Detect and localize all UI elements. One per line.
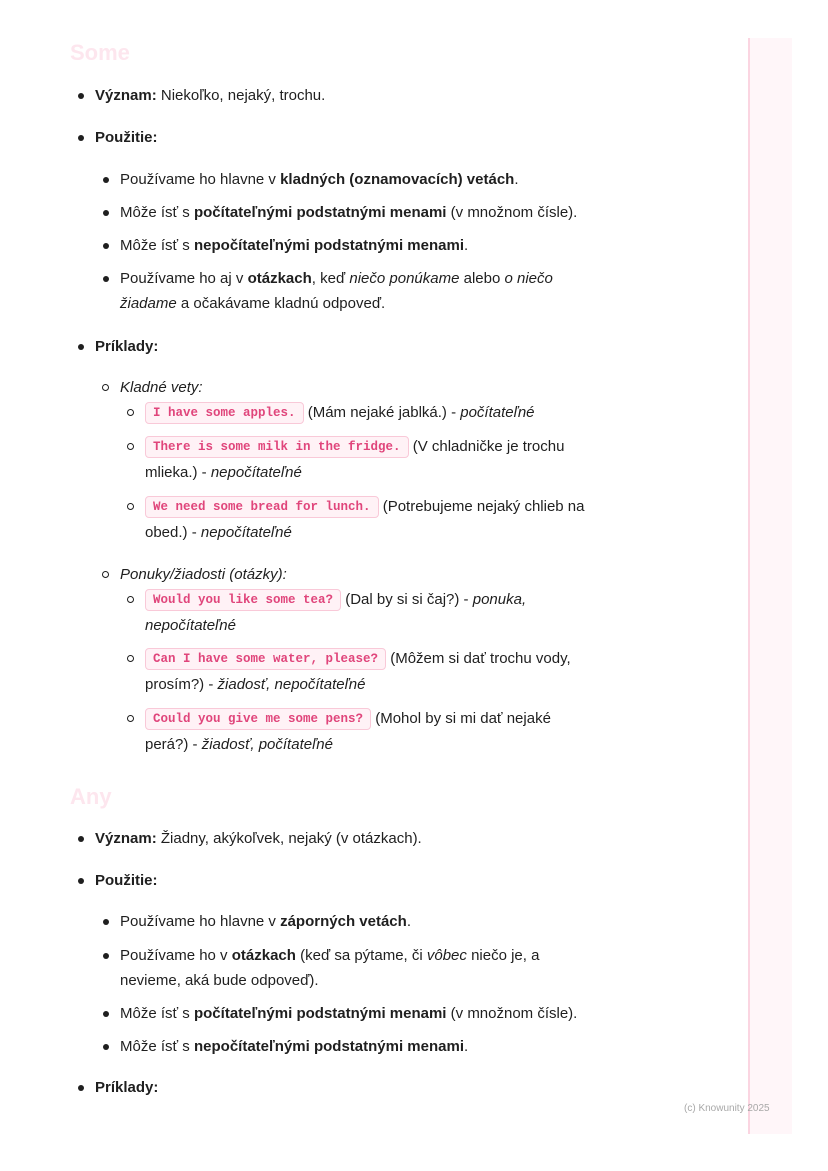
bullet [103, 1011, 109, 1017]
some-usage-4-cont: žiadame a očakávame kladnú odpoveď. [120, 295, 386, 312]
ring-bullet [127, 596, 134, 603]
code-snippet: Can I have some water, please? [145, 648, 386, 670]
ring-bullet [127, 409, 134, 416]
section-heading-any: Any [70, 784, 112, 809]
code-snippet: Would you like some tea? [145, 589, 341, 611]
some-usage-3: Môže ísť s nepočítateľnými podstatnými menami. [120, 237, 469, 254]
any-usage-label: Použitie: [95, 872, 158, 889]
ring-bullet [127, 655, 134, 662]
some-examples-label: Príklady: [95, 338, 159, 355]
some-usage-4: Používame ho aj v otázkach, keď niečo ponúkame alebo o niečo [120, 270, 553, 287]
bullet [103, 243, 109, 249]
example-item-cont: perá?) - žiadosť, počítateľné [145, 736, 333, 753]
usage-label: Použitie: [95, 129, 158, 146]
any-usage-4: Môže ísť s nepočítateľnými podstatnými menami. [120, 1038, 469, 1055]
bullet [78, 135, 84, 141]
bullet [78, 878, 84, 884]
example-item: I have some apples. (Mám nejaké jablká.) - počítateľné [145, 401, 535, 425]
ring-bullet [102, 571, 109, 578]
bullet [103, 210, 109, 216]
example-item: Could you give me some pens? (Mohol by si mi dať nejaké [145, 707, 551, 731]
some-usage-1: Používame ho hlavne v kladných (oznamovacích) vetách. [120, 171, 519, 188]
some-usage-2: Môže ísť s počítateľnými podstatnými menami (v množnom čísle). [120, 204, 578, 221]
bullet [103, 177, 109, 183]
example-item-cont: nepočítateľné [145, 617, 236, 634]
bullet [103, 1044, 109, 1050]
example-item-cont: mlieka.) - nepočítateľné [145, 464, 302, 481]
bullet [78, 344, 84, 350]
example-item: Would you like some tea? (Dal by si si čaj?) - ponuka, [145, 588, 526, 612]
ring-bullet [127, 443, 134, 450]
example-item: We need some bread for lunch. (Potrebujeme nejaký chlieb na [145, 495, 585, 519]
ring-bullet [127, 503, 134, 510]
meaning-text: Žiadny, akýkoľvek, nejaký (v otázkach). [160, 830, 422, 847]
example-item-cont: prosím?) - žiadosť, nepočítateľné [145, 676, 366, 693]
example-item: Can I have some water, please? (Môžem si dať trochu vody, [145, 647, 571, 671]
ring-bullet [102, 384, 109, 391]
bullet [103, 919, 109, 925]
ring-bullet [127, 715, 134, 722]
copyright-footer: (c) Knowunity 2025 [684, 1103, 770, 1114]
bullet [103, 276, 109, 282]
example-item-cont: obed.) - nepočítateľné [145, 524, 292, 541]
code-snippet: Could you give me some pens? [145, 708, 371, 730]
any-meaning [95, 827, 422, 851]
any-usage-2: Používame ho v otázkach (keď sa pýtame, či vôbec niečo je, a [120, 947, 540, 964]
any-usage-3: Môže ísť s počítateľnými podstatnými menami (v množnom čísle). [120, 1005, 578, 1022]
group-ponuky-label: Ponuky/žiadosti (otázky): [120, 566, 287, 583]
meaning-text: Niekoľko, nejaký, trochu. [160, 87, 326, 104]
any-usage-1: Používame ho hlavne v záporných vetách. [120, 913, 411, 930]
meaning-label: Význam: [95, 87, 157, 104]
code-snippet: There is some milk in the fridge. [145, 436, 409, 458]
any-usage-2-cont: nevieme, aká bude odpoveď). [120, 972, 319, 989]
any-examples-label: Príklady: [95, 1079, 159, 1096]
bullet [78, 1085, 84, 1091]
bullet [78, 93, 84, 99]
example-item: There is some milk in the fridge. (V chladničke je trochu [145, 435, 564, 459]
code-snippet: We need some bread for lunch. [145, 496, 379, 518]
bullet [103, 953, 109, 959]
meaning-label: Význam: [95, 830, 157, 847]
some-meaning [95, 84, 325, 108]
group-kladne-label: Kladné vety: [120, 379, 203, 396]
code-snippet: I have some apples. [145, 402, 304, 424]
some-usage-label [95, 126, 158, 150]
section-heading-some: Some [70, 40, 130, 65]
page-margin-bar [748, 38, 792, 1134]
bullet [78, 836, 84, 842]
